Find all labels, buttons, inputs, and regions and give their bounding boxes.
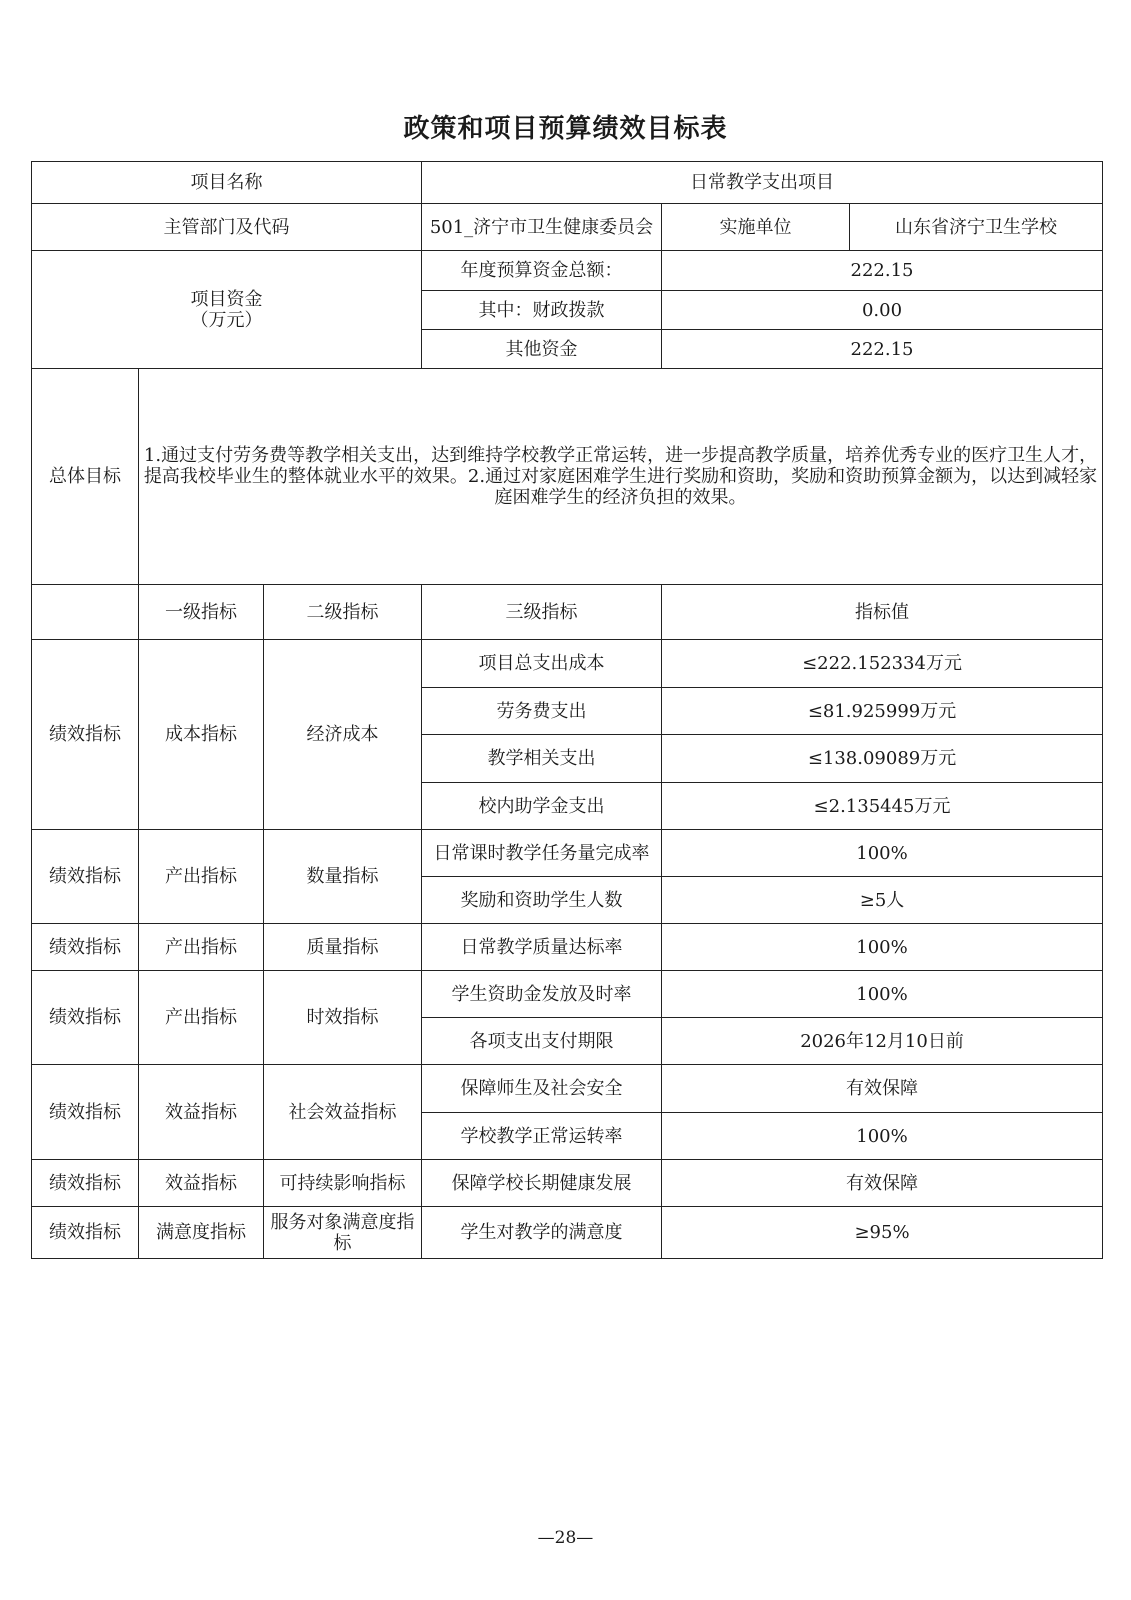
- indicator-value-cell: 2026年12月10日前: [662, 1018, 1103, 1065]
- project-name-label: 项目名称: [32, 162, 422, 204]
- indicator-value-cell: 100%: [662, 971, 1103, 1018]
- implementing-unit-label: 实施单位: [662, 204, 850, 251]
- project-name-value: 日常教学支出项目: [422, 162, 1103, 204]
- indicator-row: [32, 1207, 1103, 1259]
- level3-indicator-cell: 保障师生及社会安全: [422, 1065, 662, 1113]
- fiscal-allocation-label: 其中：财政拨款: [422, 291, 662, 330]
- level1-indicator-cell: 满意度指标: [139, 1207, 264, 1259]
- other-funds-label: 其他资金: [422, 330, 662, 369]
- indicator-row: [32, 640, 1103, 688]
- indicator-value-cell: 有效保障: [662, 1065, 1103, 1113]
- level3-indicator-cell: 学生资助金发放及时率: [422, 971, 662, 1018]
- performance-indicator-cell: 绩效指标: [32, 971, 139, 1065]
- level2-indicator-cell: 质量指标: [264, 924, 422, 971]
- annual-budget-value: 222.15: [662, 251, 1103, 291]
- level2-indicator-cell: 服务对象满意度指标: [264, 1207, 422, 1259]
- overall-goal-label: 总体目标: [32, 369, 139, 585]
- project-fund-title: 项目资金: [190, 288, 263, 310]
- fiscal-allocation-value: 0.00: [662, 291, 1103, 330]
- level3-header: 三级指标: [422, 585, 662, 640]
- performance-indicator-cell: 绩效指标: [32, 1160, 139, 1207]
- level3-indicator-cell: 奖励和资助学生人数: [422, 877, 662, 924]
- level3-indicator-cell: 劳务费支出: [422, 688, 662, 735]
- page-title: 政策和项目预算绩效目标表: [403, 114, 728, 144]
- level3-indicator-cell: 教学相关支出: [422, 735, 662, 783]
- level3-indicator-cell: 日常课时教学任务量完成率: [422, 830, 662, 877]
- implementing-unit-value: 山东省济宁卫生学校: [850, 204, 1103, 251]
- level3-indicator-cell: 项目总支出成本: [422, 640, 662, 688]
- indicator-value-cell: 100%: [662, 924, 1103, 971]
- annual-budget-label: 年度预算资金总额：: [422, 251, 662, 291]
- level3-indicator-cell: 学校教学正常运转率: [422, 1113, 662, 1160]
- indicator-row: [32, 830, 1103, 877]
- other-funds-value: 222.15: [662, 330, 1103, 369]
- indicator-value-cell: ≥5人: [662, 877, 1103, 924]
- level2-indicator-cell: 数量指标: [264, 830, 422, 924]
- department-row: [32, 204, 1103, 251]
- indicator-row: [32, 1065, 1103, 1113]
- level3-indicator-cell: 校内助学金支出: [422, 783, 662, 830]
- indicator-value-cell: ≤2.135445万元: [662, 783, 1103, 830]
- overall-goal-row: [32, 369, 1103, 585]
- level1-indicator-cell: 成本指标: [139, 640, 264, 830]
- indicator-value-cell: 有效保障: [662, 1160, 1103, 1207]
- level1-indicator-cell: 效益指标: [139, 1160, 264, 1207]
- performance-indicator-cell: 绩效指标: [32, 1065, 139, 1160]
- level2-indicator-cell: 时效指标: [264, 971, 422, 1065]
- indicator-value-cell: 100%: [662, 830, 1103, 877]
- page-number: —28—: [537, 1528, 594, 1548]
- level3-indicator-cell: 各项支出支付期限: [422, 1018, 662, 1065]
- indicator-value-cell: ≤81.925999万元: [662, 688, 1103, 735]
- level2-header: 二级指标: [264, 585, 422, 640]
- annual-budget-row: [32, 251, 1103, 291]
- level2-indicator-cell: 经济成本: [264, 640, 422, 830]
- indicator-header-row: [32, 585, 1103, 640]
- level2-indicator-cell: 可持续影响指标: [264, 1160, 422, 1207]
- level1-indicator-cell: 产出指标: [139, 830, 264, 924]
- department-value: 501_济宁市卫生健康委员会: [422, 204, 662, 251]
- level3-indicator-cell: 日常教学质量达标率: [422, 924, 662, 971]
- budget-performance-table: [31, 161, 1103, 1259]
- indicator-row: [32, 924, 1103, 971]
- indicator-value-cell: ≤138.09089万元: [662, 735, 1103, 783]
- project-name-row: [32, 162, 1103, 204]
- indicator-row: [32, 971, 1103, 1018]
- indicator-header-blank: [32, 585, 139, 640]
- project-fund-unit: （万元）: [190, 309, 263, 331]
- indicator-value-header: 指标值: [662, 585, 1103, 640]
- level1-header: 一级指标: [139, 585, 264, 640]
- level1-indicator-cell: 产出指标: [139, 924, 264, 971]
- performance-indicator-cell: 绩效指标: [32, 640, 139, 830]
- overall-goal-text: 1.通过支付劳务费等教学相关支出，达到维持学校教学正常运转，进一步提高教学质量，培养优秀专业的医疗卫生人才，提高我校毕业生的整体就业水平的效果。2.通过对家庭困难学生进行奖励和资助，奖励和资助预算金额为，以达到减轻家庭困难学生的经济负担的效果。: [139, 369, 1103, 585]
- level2-indicator-cell: 社会效益指标: [264, 1065, 422, 1160]
- performance-indicator-cell: 绩效指标: [32, 924, 139, 971]
- performance-indicator-cell: 绩效指标: [32, 1207, 139, 1259]
- project-fund-label: [32, 251, 422, 369]
- performance-indicator-cell: 绩效指标: [32, 830, 139, 924]
- indicator-row: [32, 1160, 1103, 1207]
- indicator-value-cell: ≥95%: [662, 1207, 1103, 1259]
- level1-indicator-cell: 产出指标: [139, 971, 264, 1065]
- indicator-value-cell: ≤222.152334万元: [662, 640, 1103, 688]
- department-label: 主管部门及代码: [32, 204, 422, 251]
- indicator-value-cell: 100%: [662, 1113, 1103, 1160]
- level3-indicator-cell: 保障学校长期健康发展: [422, 1160, 662, 1207]
- level3-indicator-cell: 学生对教学的满意度: [422, 1207, 662, 1259]
- level1-indicator-cell: 效益指标: [139, 1065, 264, 1160]
